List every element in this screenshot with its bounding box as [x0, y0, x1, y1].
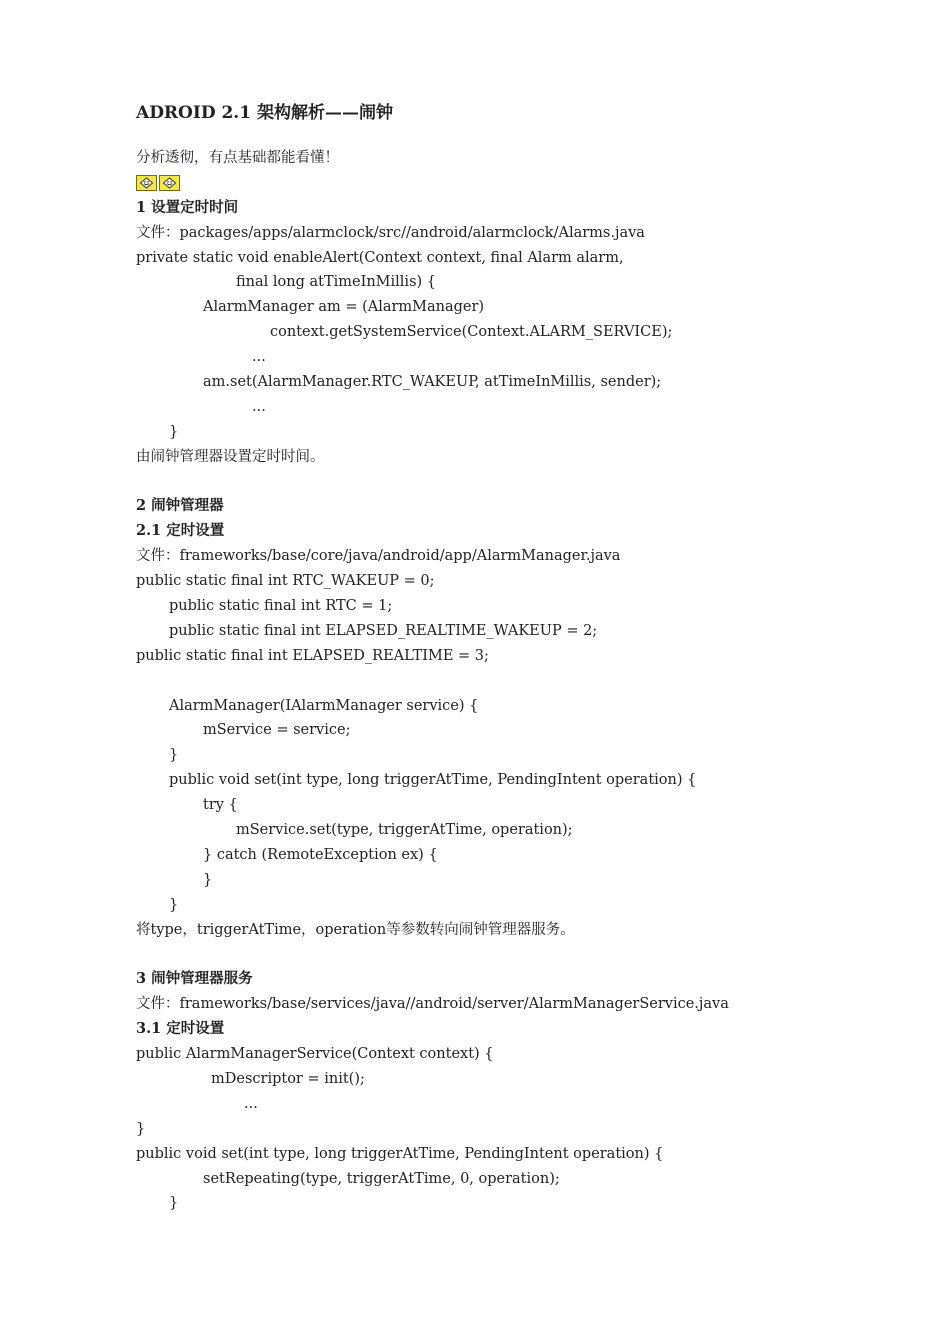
code-line: context.getSystemService(Context.ALARM_SERVICE);: [270, 324, 673, 341]
code-line: setRepeating(type, triggerAtTime, 0, operation);: [203, 1170, 560, 1187]
spacer: [136, 470, 916, 495]
code-line: } catch (RemoteException ex) {: [203, 846, 438, 863]
subsection-heading: 3.1 定时设置: [136, 1020, 225, 1038]
code-line: public void set(int type, long triggerAtTime, PendingIntent operation) {: [136, 1145, 664, 1162]
code-line: mService = service;: [203, 722, 351, 739]
code-line: }: [169, 747, 179, 764]
code-line: }: [203, 871, 213, 888]
code-line: public static final int RTC = 1;: [169, 598, 393, 615]
smiley-icon: [159, 175, 180, 191]
section-heading: 1 设置定时时间: [136, 198, 239, 216]
section-heading: 2 闹钟管理器: [136, 497, 224, 515]
code-line: public static final int ELAPSED_REALTIME_WAKEUP = 2;: [169, 622, 598, 639]
code-line: }: [169, 1195, 179, 1212]
section-note: 由闹钟管理器设置定时时间。: [136, 448, 325, 465]
document-page: [136, 96, 916, 1216]
smiley-icon: [136, 175, 157, 191]
intro-text: 分析透彻，有点基础都能看懂！: [136, 150, 339, 166]
code-line: }: [169, 896, 179, 913]
code-line: final long atTimeInMillis) {: [236, 274, 437, 291]
spacer: [136, 943, 916, 968]
section-heading: 3 闹钟管理器服务: [136, 970, 253, 988]
code-line: AlarmManager am = (AlarmManager): [203, 299, 485, 316]
section-note: 将type，triggerAtTime，operation等参数转向闹钟管理器服务。: [136, 921, 575, 938]
spacer: [136, 669, 916, 694]
file-path: 文件：frameworks/base/services/java//android/server/AlarmManagerService.java: [136, 996, 729, 1013]
code-line: }: [169, 423, 179, 440]
code-line: public AlarmManagerService(Context context) {: [136, 1046, 494, 1063]
code-line: try {: [203, 797, 238, 814]
code-line: ...: [252, 349, 266, 366]
code-line: mService.set(type, triggerAtTime, operation);: [236, 822, 573, 839]
code-line: private static void enableAlert(Context context, final Alarm alarm,: [136, 249, 624, 266]
code-line: public void set(int type, long triggerAtTime, PendingIntent operation) {: [169, 772, 697, 789]
emoticon-row: [136, 171, 916, 196]
code-line: }: [136, 1120, 146, 1137]
code-line: public static final int ELAPSED_REALTIME = 3;: [136, 647, 489, 664]
code-line: am.set(AlarmManager.RTC_WAKEUP, atTimeInMillis, sender);: [203, 374, 662, 391]
code-line: ...: [252, 398, 266, 415]
subsection-heading: 2.1 定时设置: [136, 522, 225, 540]
page-title: ADROID 2.1 架构解析——闹钟: [136, 103, 393, 123]
code-line: mDescriptor = init();: [211, 1070, 365, 1087]
file-path: 文件：packages/apps/alarmclock/src//android/alarmclock/Alarms.java: [136, 224, 645, 241]
code-line: ...: [244, 1095, 258, 1112]
code-line: AlarmManager(IAlarmManager service) {: [169, 697, 479, 714]
file-path: 文件：frameworks/base/core/java/android/app/AlarmManager.java: [136, 548, 621, 565]
code-line: public static final int RTC_WAKEUP = 0;: [136, 573, 435, 590]
